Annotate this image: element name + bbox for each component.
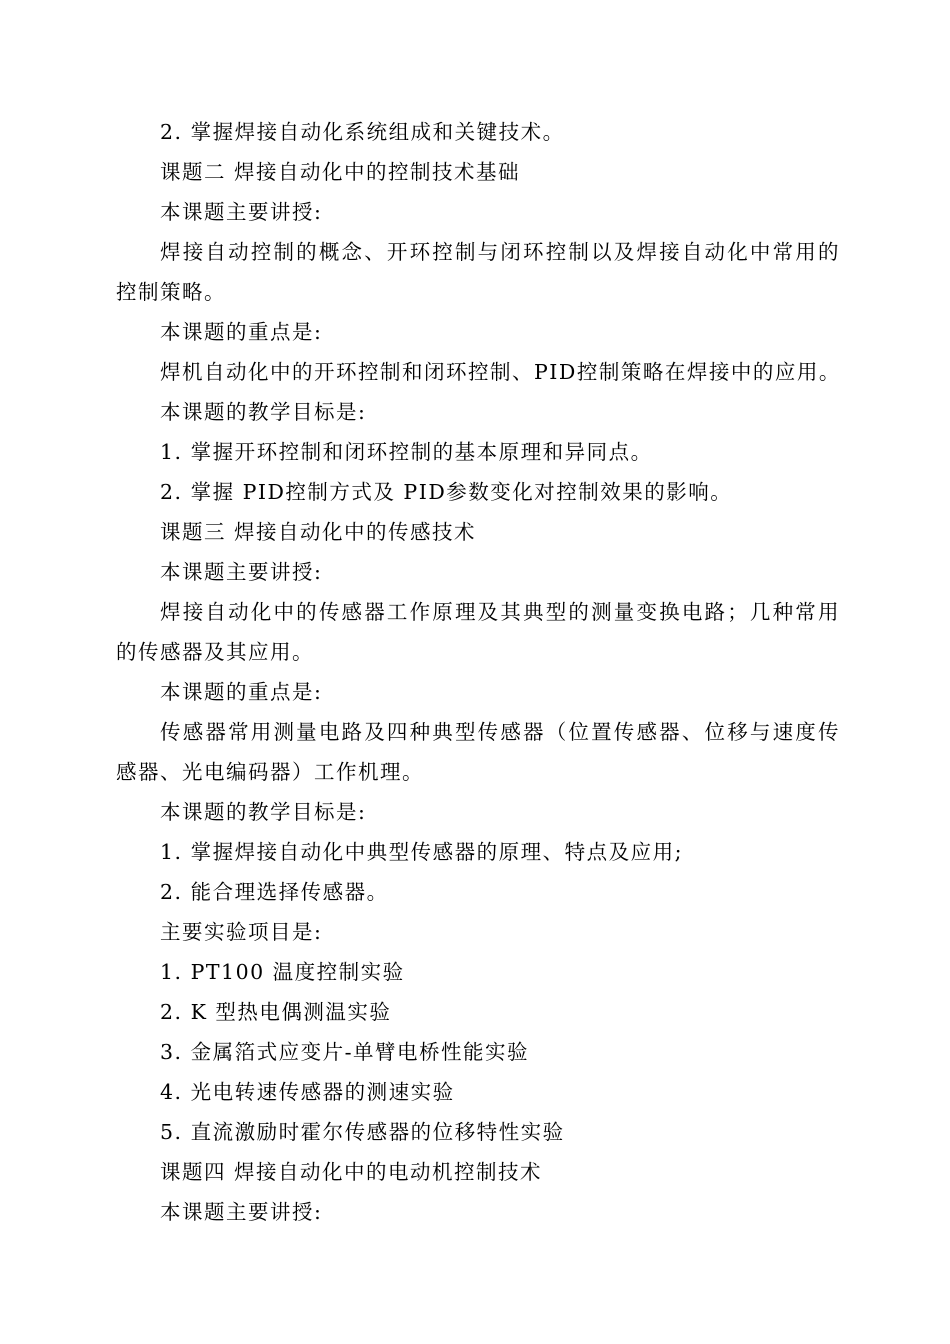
paragraph-line: 本课题主要讲授: [160,560,323,584]
list-item: 5. 直流激励时霍尔传感器的位移特性实验 [160,1120,565,1144]
paragraph-line: 本课题的重点是: [160,320,323,344]
section-heading: 课题二 焊接自动化中的控制技术基础 [160,160,521,184]
paragraph-line: 2. 掌握焊接自动化系统组成和关键技术。 [160,120,565,144]
section-heading: 课题四 焊接自动化中的电动机控制技术 [160,1160,543,1184]
paragraph-line: 本课题主要讲授: [160,200,323,224]
list-item: 2. 能合理选择传感器。 [160,880,389,904]
list-item: 4. 光电转速传感器的测速实验 [160,1080,455,1104]
list-item: 2. K 型热电偶测温实验 [160,1000,392,1024]
section-heading: 课题三 焊接自动化中的传感技术 [160,520,477,544]
list-item: 3. 金属箔式应变片-单臂电桥性能实验 [160,1040,530,1064]
list-item: 1. PT100 温度控制实验 [160,960,405,984]
list-item: 2. 掌握 PID控制方式及 PID参数变化对控制效果的影响。 [160,480,733,504]
paragraph-line: 本课题的重点是: [160,680,323,704]
paragraph-line: 本课题的教学目标是: [160,400,367,424]
paragraph-line: 主要实验项目是: [160,920,323,944]
paragraph-line: 本课题的教学目标是: [160,800,367,824]
paragraph: 焊接自动化中的传感器工作原理及其典型的测量变换电路；几种常用的传感器及其应用。 [116,600,840,664]
paragraph: 焊接自动控制的概念、开环控制与闭环控制以及焊接自动化中常用的控制策略。 [116,240,840,304]
paragraph: 传感器常用测量电路及四种典型传感器（位置传感器、位移与速度传感器、光电编码器）工作机理。 [116,720,840,784]
list-item: 1. 掌握开环控制和闭环控制的基本原理和异同点。 [160,440,653,464]
paragraph-line: 焊机自动化中的开环控制和闭环控制、PID控制策略在焊接中的应用。 [160,360,841,384]
paragraph-line: 本课题主要讲授: [160,1200,323,1224]
list-item: 1. 掌握焊接自动化中典型传感器的原理、特点及应用; [160,840,683,864]
